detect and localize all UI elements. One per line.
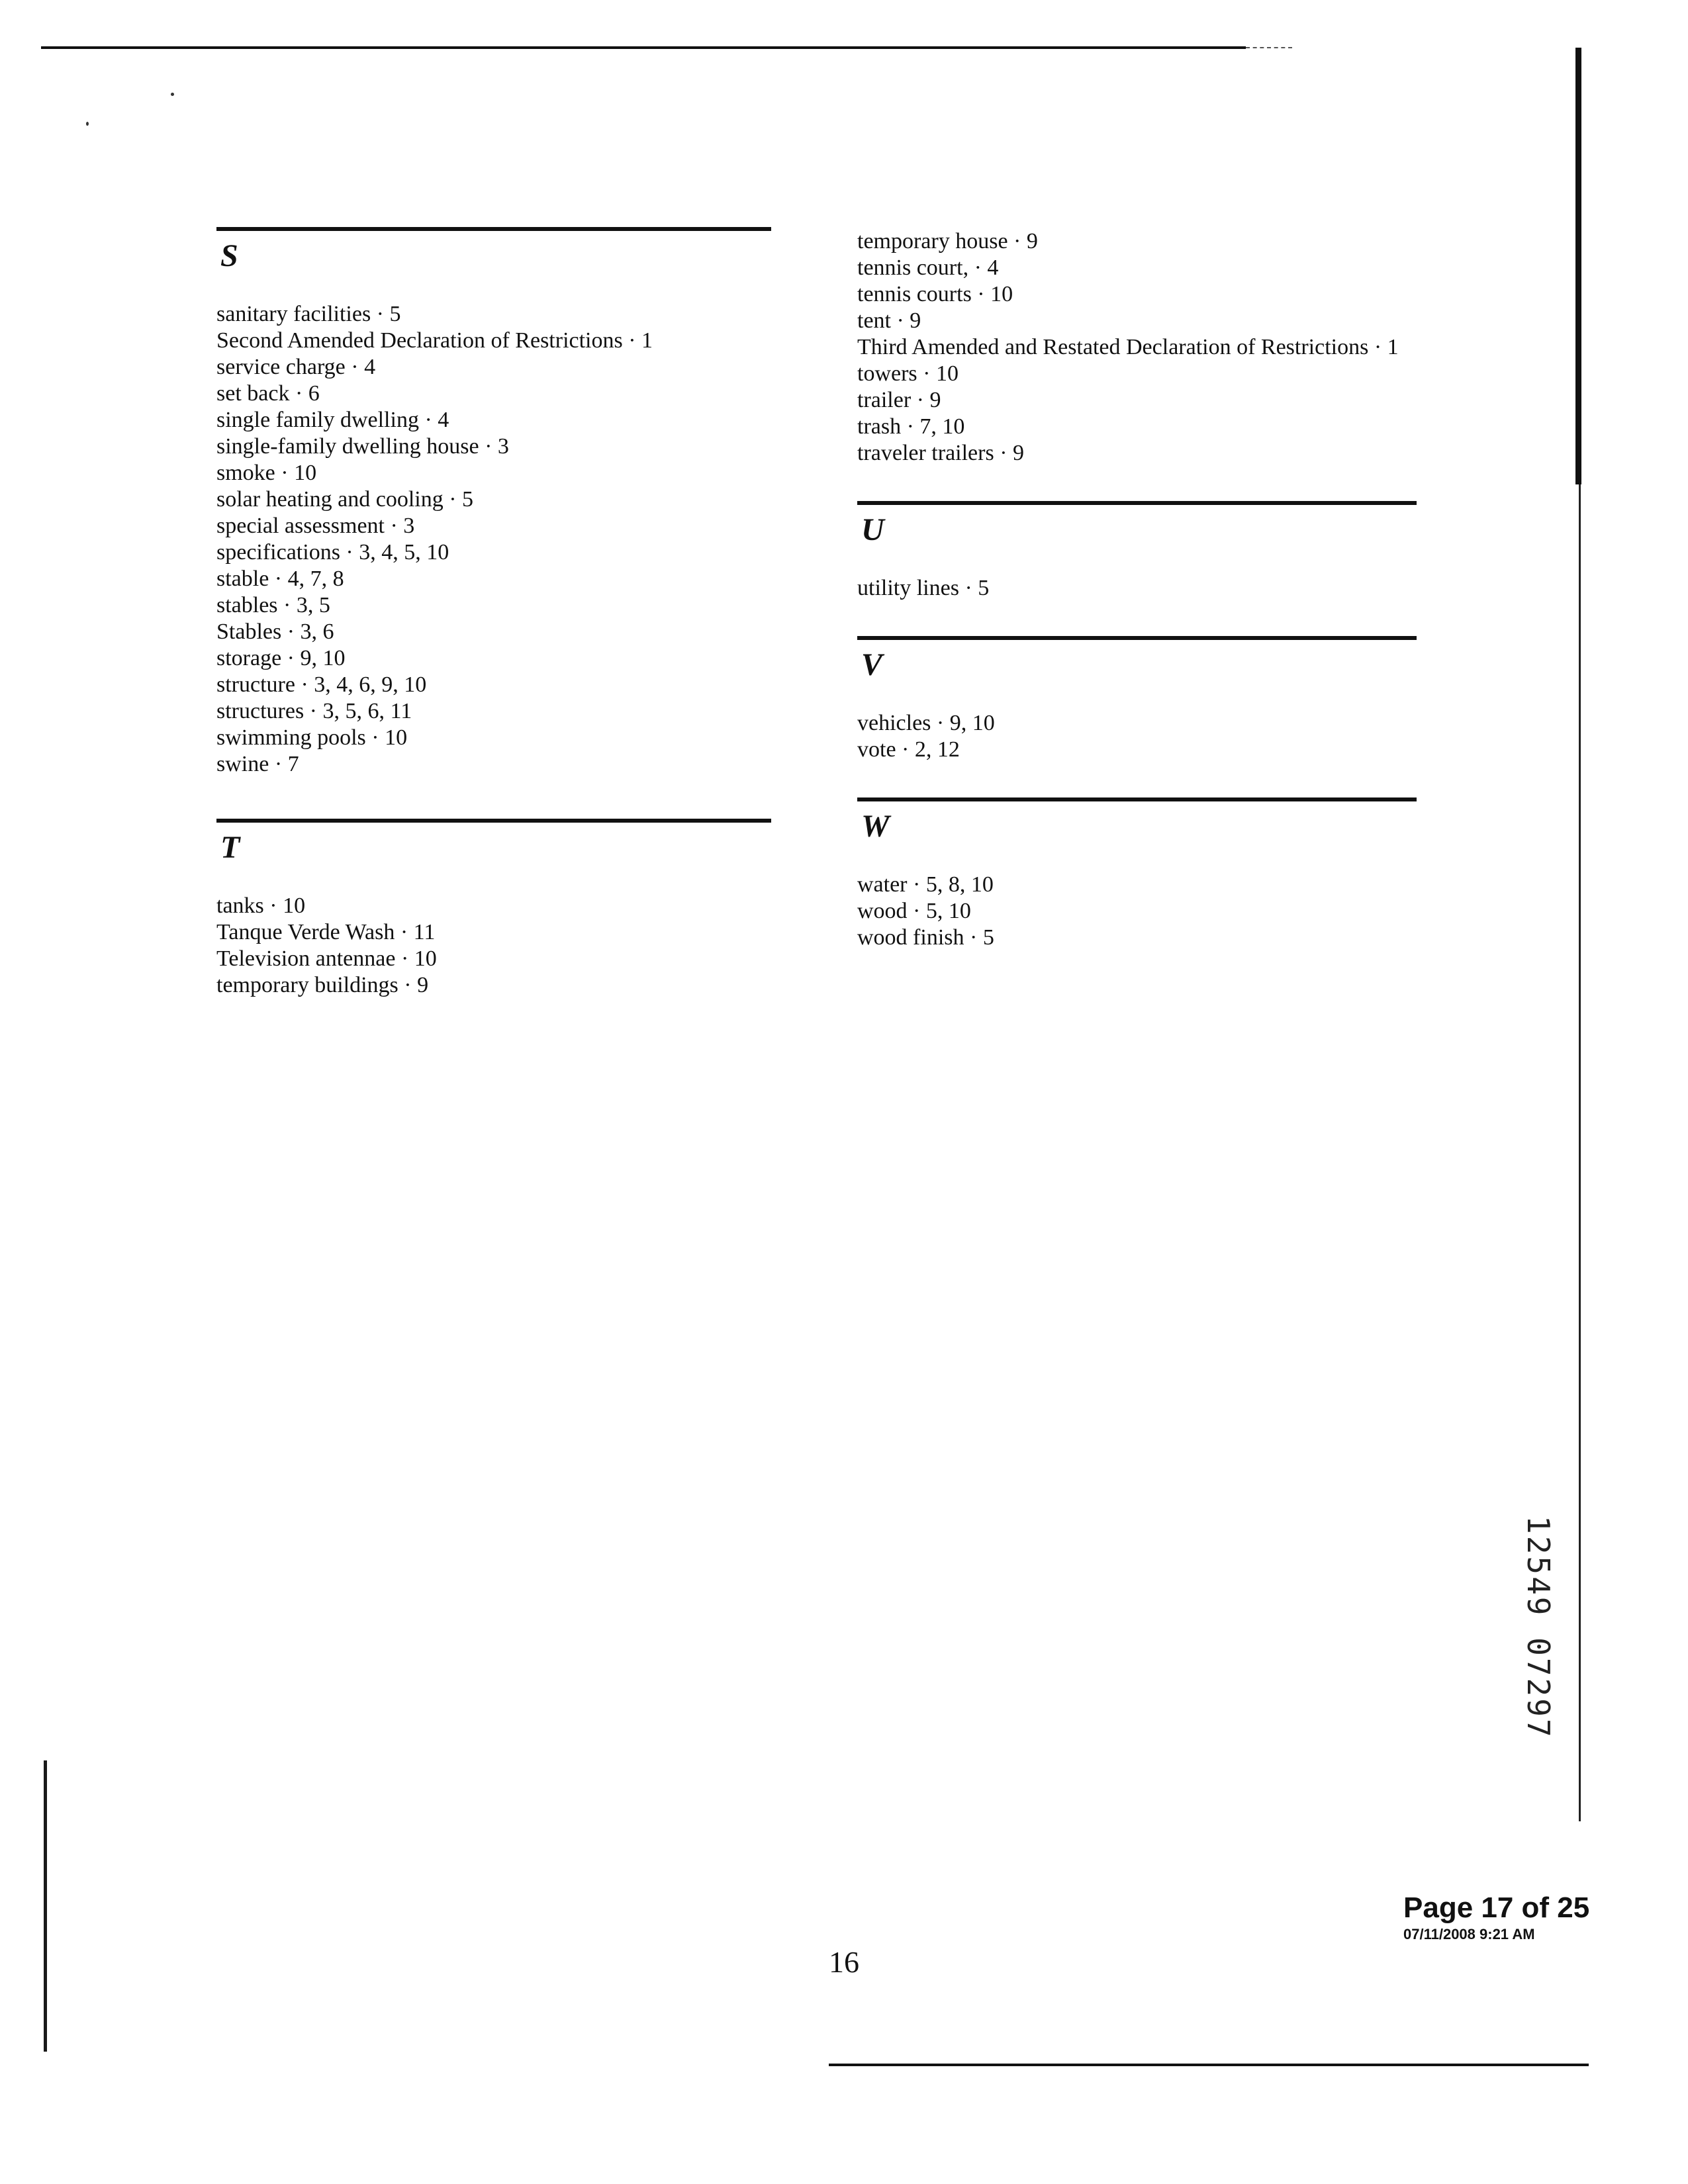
index-entry: vehicles · 9, 10 [857, 711, 995, 735]
scan-border-right-thin [1579, 484, 1581, 1821]
scan-border-top-fade [1246, 47, 1292, 48]
index-column-left [216, 227, 771, 999]
scan-speck [171, 93, 174, 96]
index-entry: tanks · 10 [216, 893, 306, 918]
index-entry: traveler trailers · 9 [857, 441, 1025, 465]
index-entry: single-family dwelling house · 3 [216, 434, 509, 459]
document-number: 12549 07297 [1521, 1516, 1556, 1739]
index-section-w [857, 797, 1417, 951]
index-entry: utility lines · 5 [857, 576, 990, 600]
index-section-u [857, 501, 1417, 602]
index-entries [857, 872, 1417, 951]
index-column-right [857, 228, 1417, 951]
index-entry: wood · 5, 10 [857, 899, 971, 923]
section-rule [857, 501, 1417, 505]
section-letter: U [861, 512, 884, 547]
scan-border-bottom [829, 2064, 1589, 2066]
index-entry: vote · 2, 12 [857, 737, 960, 762]
index-entry: stable · 4, 7, 8 [216, 567, 344, 591]
section-rule [857, 797, 1417, 801]
stamp-date: 07/11/2008 9:21 AM [1403, 1926, 1535, 1942]
index-entries [857, 575, 1417, 602]
index-entry: set back · 6 [216, 381, 320, 406]
scan-border-left [44, 1760, 47, 2052]
index-entry: water · 5, 8, 10 [857, 872, 994, 897]
index-entry: structure · 3, 4, 6, 9, 10 [216, 672, 427, 697]
index-entry: smoke · 10 [216, 461, 317, 485]
section-letter: W [861, 809, 890, 844]
index-entry: service charge · 4 [216, 355, 376, 379]
index-entry: stables · 3, 5 [216, 593, 330, 617]
index-entries [216, 893, 771, 999]
index-entry: specifications · 3, 4, 5, 10 [216, 540, 449, 565]
index-entry: storage · 9, 10 [216, 646, 346, 670]
index-entry: special assessment · 3 [216, 514, 415, 538]
index-section-v [857, 636, 1417, 763]
index-entry: sanitary facilities · 5 [216, 302, 401, 326]
index-entry: Tanque Verde Wash · 11 [216, 920, 436, 944]
index-entry: trash · 7, 10 [857, 414, 965, 439]
section-letter: S [220, 238, 238, 273]
index-entry: towers · 10 [857, 361, 959, 386]
index-entries [216, 301, 771, 778]
index-entry: Third Amended and Restated Declaration of Restrictions · 1 [857, 335, 1399, 359]
page-count-stamp: Page 17 of 25 [1403, 1891, 1590, 1924]
index-entry: temporary buildings · 9 [216, 973, 429, 997]
index-entry: Second Amended Declaration of Restrictions · 1 [216, 328, 653, 353]
scan-speck [86, 122, 89, 126]
index-entry: temporary house · 9 [857, 229, 1038, 253]
section-rule [216, 819, 771, 823]
index-entry: tennis courts · 10 [857, 282, 1013, 306]
index-entry: tent · 9 [857, 308, 921, 333]
section-letter: T [220, 830, 240, 865]
section-rule [857, 636, 1417, 640]
page-number: 16 [829, 1945, 859, 1979]
index-section-s [216, 227, 771, 778]
index-entry: swine · 7 [216, 752, 299, 776]
index-entry: Television antennae · 10 [216, 946, 437, 971]
index-entry: wood finish · 5 [857, 925, 994, 950]
index-entry: Stables · 3, 6 [216, 619, 334, 644]
index-entries-continued [857, 228, 1417, 467]
section-rule [216, 227, 771, 231]
index-entries [857, 710, 1417, 763]
index-entry: tennis court, · 4 [857, 255, 999, 280]
index-entry: swimming pools · 10 [216, 725, 408, 750]
index-entry: solar heating and cooling · 5 [216, 487, 474, 512]
index-entry: single family dwelling · 4 [216, 408, 449, 432]
section-letter: V [861, 647, 883, 682]
scan-border-right [1575, 48, 1581, 484]
index-entry: structures · 3, 5, 6, 11 [216, 699, 412, 723]
scan-border-top [41, 46, 1246, 49]
index-entry: trailer · 9 [857, 388, 941, 412]
index-section-t [216, 819, 771, 999]
